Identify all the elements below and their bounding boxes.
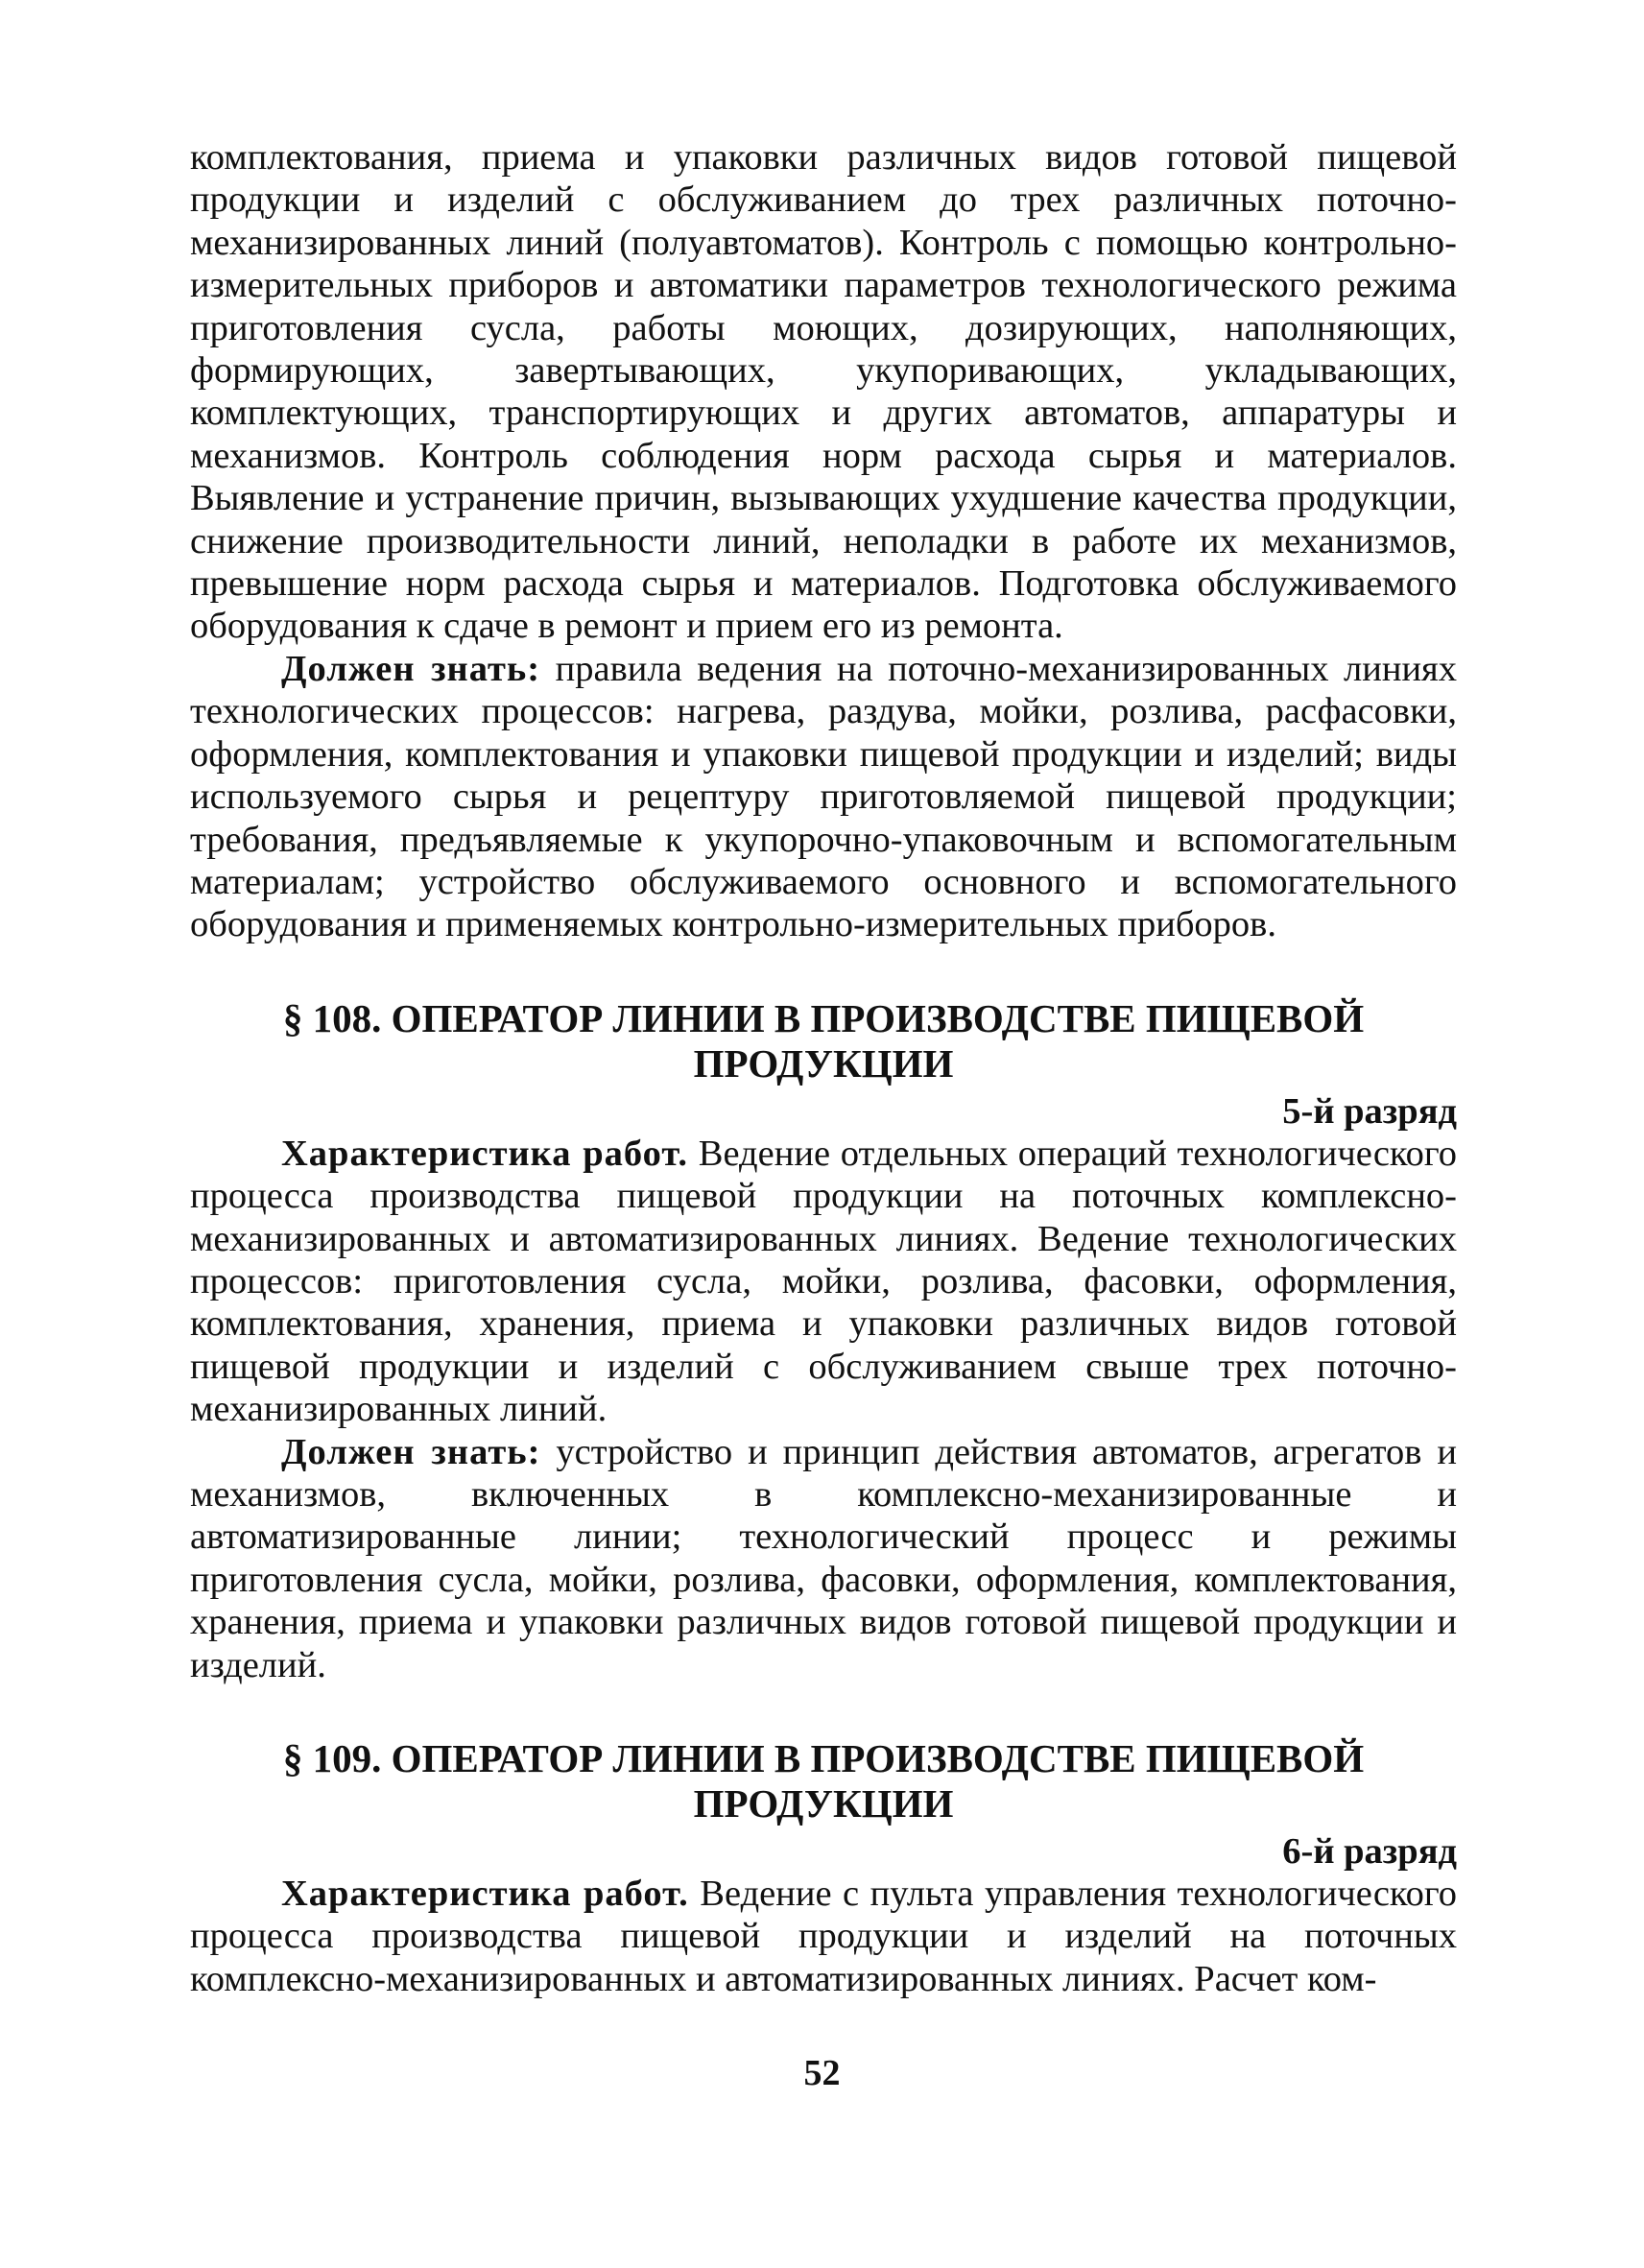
- page-content: [190, 136, 1457, 2000]
- characteristic-text: Ведение отдельных операций технологического процесса производства пищевой продукции на поточных комплексно-механизированных и автоматизированных линиях. Ведение технологических процессов: приготовления сусла, мойки, розлива, фасовки, оформления, комплектования, хранения, приема и упаковки различных видов готовой пищевой продукции и изделий с обслуживанием свыше трех поточно-механизированных линий.: [190, 1133, 1457, 1430]
- continuation-knowledge-paragraph: [190, 648, 1457, 946]
- characteristic-label: Характеристика работ.: [281, 1133, 689, 1174]
- knowledge-label: Должен знать:: [281, 1431, 541, 1472]
- section-109-title-line2: ПРОДУКЦИИ: [693, 1781, 954, 1826]
- section-109-title-line1: § 109. ОПЕРАТОР ЛИНИИ В ПРОИЗВОДСТВЕ ПИЩЕВОЙ: [282, 1736, 1365, 1780]
- knowledge-text: устройство и принцип действия автоматов, агрегатов и механизмов, включенных в комплексно-механизированные и автоматизированные линии; технологический процесс и режимы приготовления сусла, мойки, розлива, фасовки, оформления, комплектования, хранения, приема и упаковки различных видов готовой пищевой продукции и изделий.: [190, 1431, 1457, 1685]
- section-109-characteristic: [190, 1873, 1457, 2000]
- characteristic-label: Характеристика работ.: [281, 1874, 689, 1914]
- section-108-title-line1: § 108. ОПЕРАТОР ЛИНИИ В ПРОИЗВОДСТВЕ ПИЩЕВОЙ: [282, 995, 1365, 1040]
- page-number: 52: [803, 2053, 841, 2093]
- characteristic-text: Ведение с пульта управления технологического процесса производства пищевой продукции и изделий на поточных комплексно-механизированных и автоматизированных линиях. Расчет ком-: [190, 1874, 1457, 1999]
- knowledge-label: Должен знать:: [281, 648, 541, 689]
- section-109-grade: 6-й разряд: [1282, 1831, 1457, 1872]
- section-108-characteristic: [190, 1133, 1457, 1431]
- section-108-title-line2: ПРОДУКЦИИ: [693, 1040, 954, 1086]
- section-108-knowledge: [190, 1431, 1457, 1686]
- continuation-paragraph: комплектования, приема и упаковки различных видов готовой пищевой продукции и изделий с обслуживанием до трех различных поточно-механизированных линий (полуавтоматов). Контроль с помощью контрольно-измерительных приборов и автоматики параметров технологического режима приготовления сусла, работы моющих, дозирующих, наполняющих, формирующих, завертывающих, укупоривающих, укладывающих, комплектующих, транспортирующих и других автоматов, аппаратуры и механизмов. Контроль соблюдения норм расхода сырья и материалов. Выявление и устранение причин, вызывающих ухудшение качества продукции, снижение производительности линий, неполадки в работе их механизмов, превышение норм расхода сырья и материалов. Подготовка обслуживаемого оборудования к сдаче в ремонт и прием его из ремонта.: [190, 137, 1457, 647]
- knowledge-text: правила ведения на поточно-механизированных линиях технологических процессов: нагрева, раздува, мойки, розлива, расфасовки, оформления, комплектования и упаковки пищевой продукции и изделий; виды используемого сырья и рецептуру приготовляемой пищевой продукции; требования, предъявляемые к укупорочно-упаковочным и вспомогательным материалам; устройство обслуживаемого основного и вспомогательного оборудования и применяемых контрольно-измерительных приборов.: [190, 648, 1458, 945]
- section-108-grade: 5-й разряд: [1282, 1090, 1457, 1132]
